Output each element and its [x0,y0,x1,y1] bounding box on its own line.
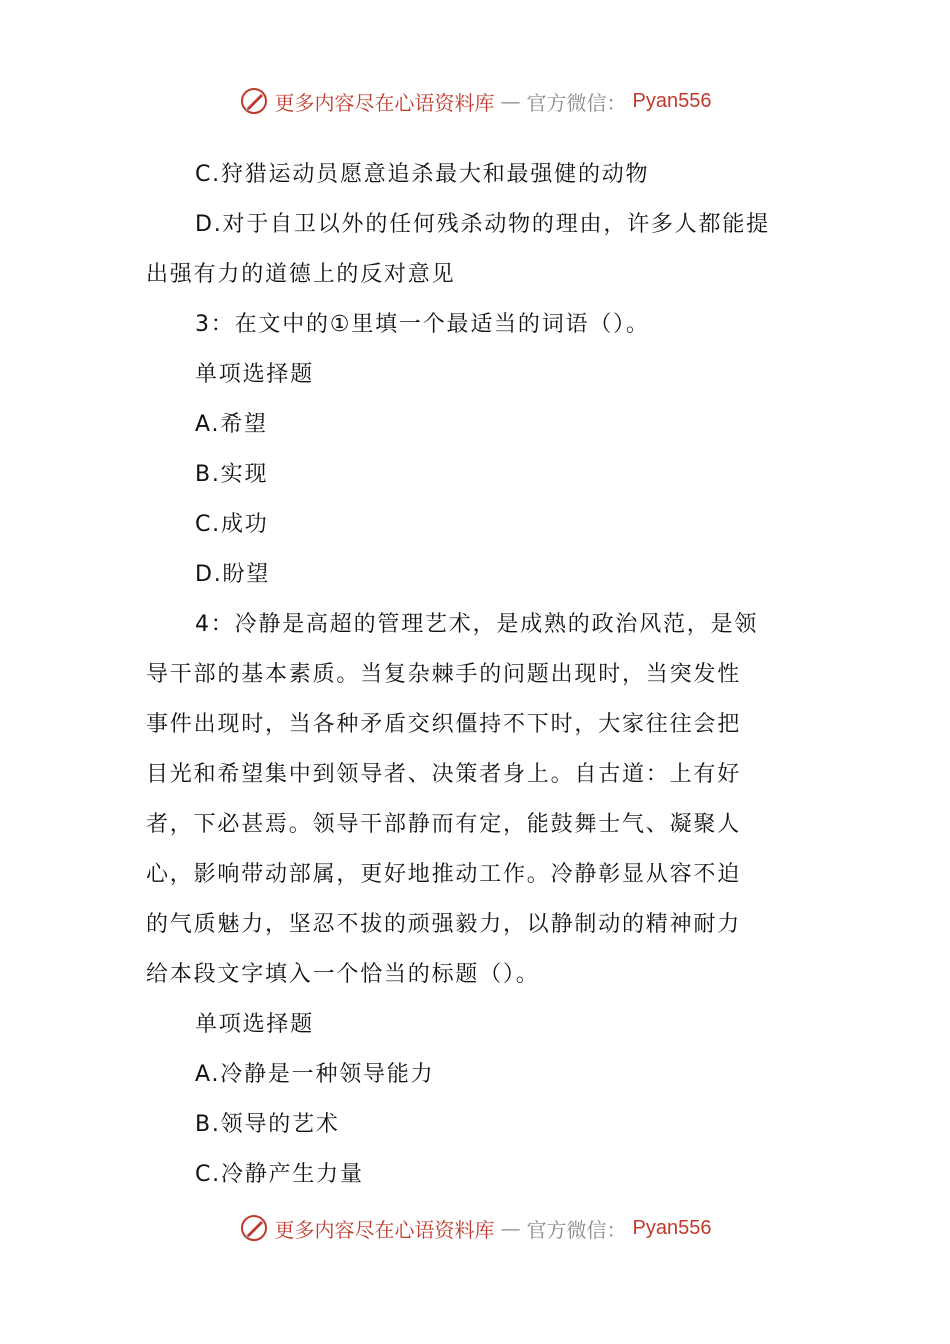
document-body [146,150,806,1200]
watermark-text: 更多内容尽在心语资料库 [274,90,495,115]
question-4-text: 心，影响带动部属，更好地推动工作。冷静彰显从容不迫 [146,862,742,887]
watermark-contact-label: 官方微信： [526,1217,627,1242]
question-4-text: 的气质魅力，坚忍不拔的顽强毅力，以静制动的精神耐力 [146,912,742,937]
question-4-text: 目光和希望集中到领导者、决策者身上。自古道：上有好 [146,762,742,787]
watermark-header [0,86,950,116]
option-a: A.希望 [195,412,268,437]
question-type-label: 单项选择题 [195,1012,315,1037]
option-c: C.冷静产生力量 [195,1162,364,1187]
watermark-contact-id: Pyan556 [632,1216,712,1239]
watermark-contact-label: 官方微信： [526,90,627,115]
option-c: C.成功 [195,512,269,537]
watermark-contact-id: Pyan556 [632,89,712,112]
question-3: 3：在文中的①里填一个最适当的词语（）。 [195,312,650,337]
option-d-continuation: 出强有力的道德上的反对意见 [146,262,456,287]
watermark-separator: — [500,1216,521,1240]
pen-logo-icon [239,86,269,116]
option-d: D.盼望 [195,562,271,587]
question-4: 4：冷静是高超的管理艺术，是成熟的政治风范，是领 [195,612,759,637]
option-a: A.冷静是一种领导能力 [195,1062,435,1087]
pen-logo-icon [239,1213,269,1243]
watermark-separator: — [500,89,521,113]
question-4-prompt: 给本段文字填入一个恰当的标题（）。 [146,962,540,987]
question-4-text: 事件出现时，当各种矛盾交织僵持不下时，大家往往会把 [146,712,742,737]
watermark-text: 更多内容尽在心语资料库 [274,1217,495,1242]
question-type-label: 单项选择题 [195,362,315,387]
option-b: B.领导的艺术 [195,1112,340,1137]
watermark-footer [0,1213,950,1243]
option-b: B.实现 [195,462,269,487]
question-4-text: 导干部的基本素质。当复杂棘手的问题出现时，当突发性 [146,662,742,687]
question-4-text: 者，下必甚焉。领导干部静而有定，能鼓舞士气、凝聚人 [146,812,742,837]
option-d-line: D.对于自卫以外的任何残杀动物的理由，许多人都能提 [195,212,770,237]
option-c-line: C.狩猎运动员愿意追杀最大和最强健的动物 [195,162,650,187]
